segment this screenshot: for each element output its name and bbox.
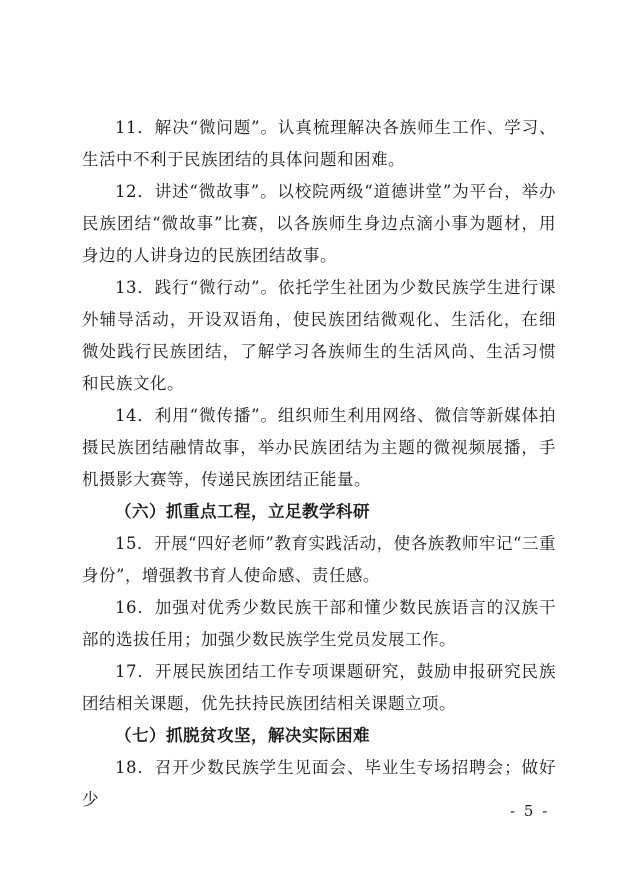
paragraph-item-14: 14．利用“微传播”。组织师生利用网络、微信等新媒体拍摄民族团结融情故事，举办民族团结为主题的微视频展播，手机摄影大赛等，传递民族团结正能量。 <box>82 406 556 489</box>
section-heading-7: （七）抓脱贫攻坚，解决实际困难 <box>115 726 370 745</box>
paragraph-item-13: 13．践行“微行动”。依托学生社团为少数民族学生进行课外辅导活动，开设双语角，使民族团结微观化、生活化，在细微处践行民族团结，了解学习各族师生的生活风尚、生活习惯和民族文化。 <box>82 278 556 393</box>
paragraph-item-12: 12．讲述“微故事”。以校院两级“道德讲堂”为平台，举办民族团结“微故事”比赛，以各族师生身边点滴小事为题材，用身边的人讲身边的民族团结故事。 <box>82 182 556 265</box>
paragraph-item-17: 17．开展民族团结工作专项课题研究，鼓励申报研究民族团结相关课题，优先扶持民族团结相关课题立项。 <box>82 662 556 713</box>
paragraph-item-18: 18．召开少数民族学生见面会、毕业生专场招聘会；做好少 <box>82 758 556 809</box>
document-body <box>82 112 556 816</box>
paragraph-item-16: 16．加强对优秀少数民族干部和懂少数民族语言的汉族干部的选拔任用；加强少数民族学生党员发展工作。 <box>82 598 556 649</box>
paragraph-item-11: 11．解决“微问题”。认真梳理解决各族师生工作、学习、生活中不利于民族团结的具体问题和困难。 <box>82 118 556 169</box>
paragraph-item-15: 15．开展“四好老师”教育实践活动，使各族教师牢记“三重身份”，增强教书育人使命感、责任感。 <box>82 534 556 585</box>
page-number: - 5 - <box>510 802 550 820</box>
section-heading-6: （六）抓重点工程，立足教学科研 <box>115 502 370 521</box>
